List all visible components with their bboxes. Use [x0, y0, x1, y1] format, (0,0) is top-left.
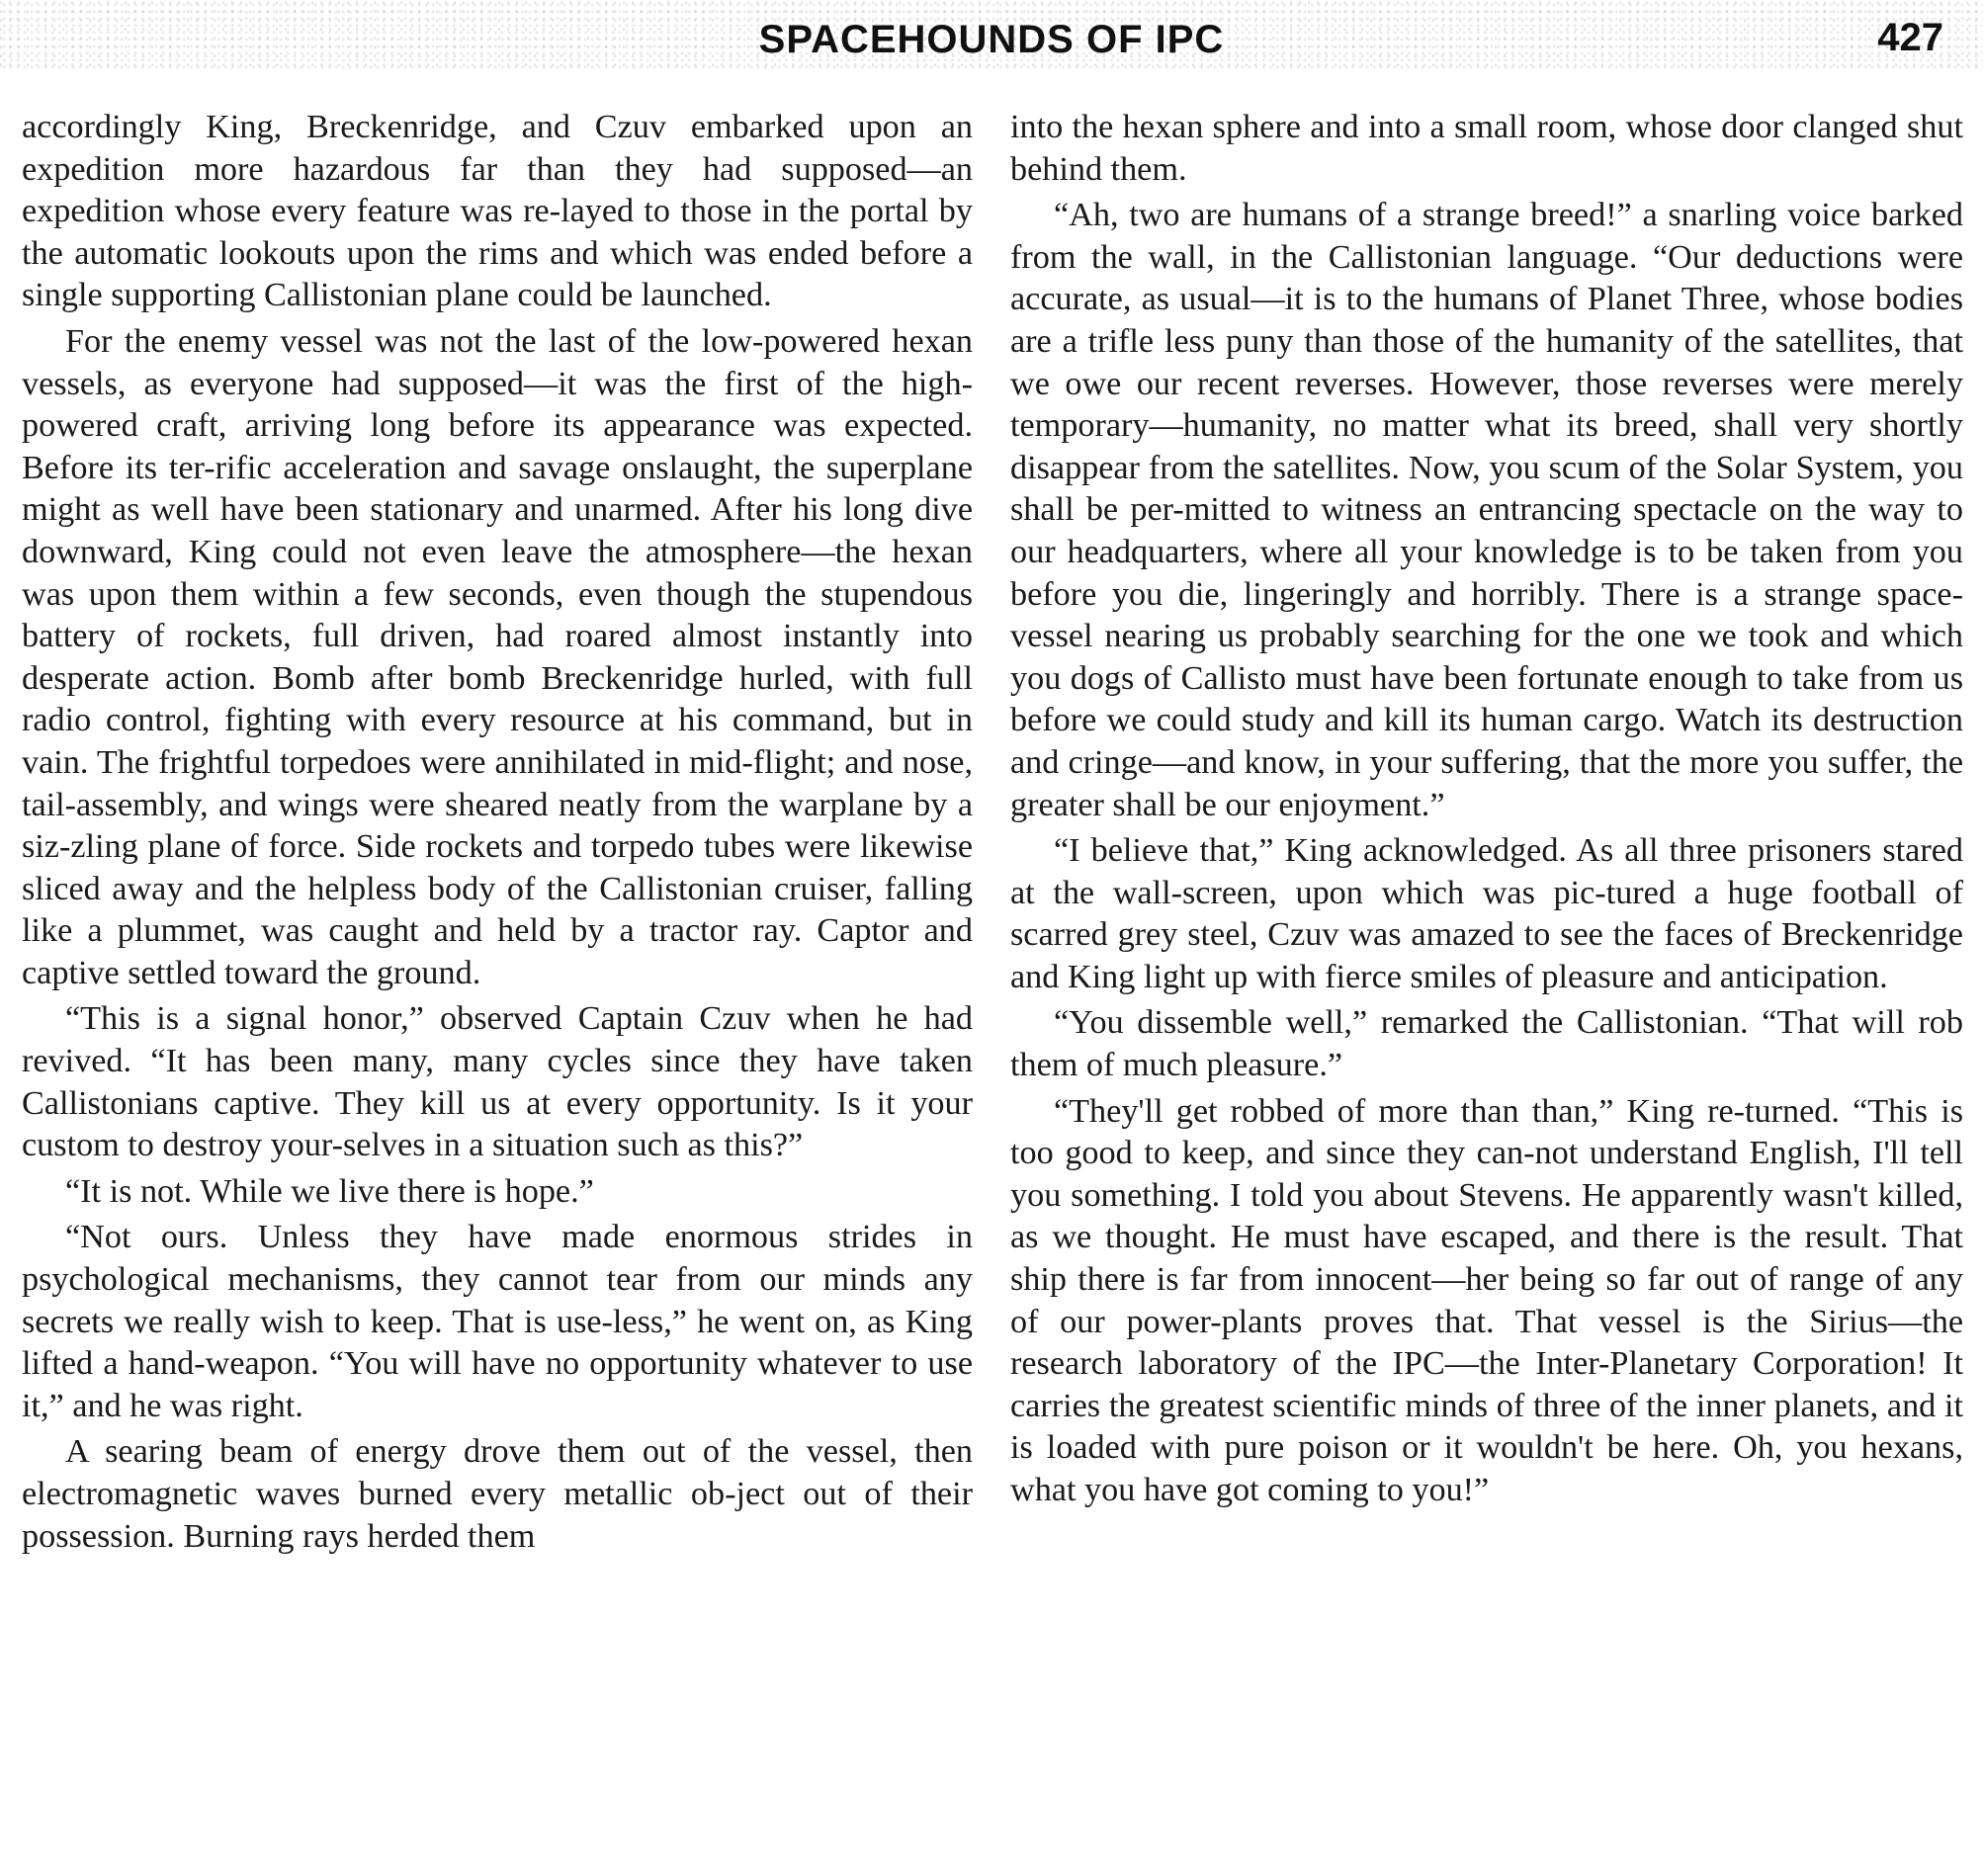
page-header [0, 0, 1983, 71]
paragraph: “Ah, two are humans of a strange breed!” a snarling voice barked from the wall, in the Callistonian language. “Our deductions were accurate, as usual—it is to the humans of Planet Three, whose bodies are a trifle less puny than those of the humanity of the satellites, that we owe our recent reverses. However, those reverses were merely temporary—humanity, no matter what its breed, shall very shortly disappear from the satellites. Now, you scum of the Solar System, you shall be per-mitted to witness an entrancing spectacle on the way to our headquarters, where all your knowledge is to be taken from you before you die, lingeringly and horribly. There is a strange space-vessel nearing us probably searching for the one we took and which you dogs of Callisto must have been fortunate enough to take from us before we could study and kill its human cargo. Watch its destruction and cringe—and know, in your suffering, that the more you suffer, the greater shall be our enjoyment.” [1010, 197, 1963, 823]
paragraph: “I believe that,” King acknowledged. As all three prisoners stared at the wall-screen, upon which was pic-tured a huge football of scarred grey steel, Czuv was amazed to see the faces of Breckenridge and King light up with fierce smiles of pleasure and anticipation. [1010, 832, 1963, 995]
paragraph: accordingly King, Breckenridge, and Czuv embarked upon an expedition more hazardous far than they had supposed—an expedition whose every feature was re-layed to those in the portal by the automatic lookouts upon the rims and which was ended before a single supporting Callistonian plane could be launched. [22, 109, 973, 314]
paragraph: “Not ours. Unless they have made enormous strides in psychological mechanisms, they cannot tear from our minds any secrets we really wish to keep. That is use-less,” he went on, as King lifted a hand-weapon. “You will have no opportunity whatever to use it,” and he was right. [22, 1219, 973, 1424]
paragraph: “This is a signal honor,” observed Captain Czuv when he had revived. “It has been many, many cycles since they have taken Callistonians captive. They kill us at every opportunity. Is it your custom to destroy your-selves in a situation such as this?” [22, 1000, 973, 1164]
paragraph: “You dissemble well,” remarked the Callistonian. “That will rob them of much pleasure.” [1010, 1004, 1963, 1084]
page-number: 427 [1877, 16, 1943, 59]
paragraph: “They'll get robbed of more than than,” King re-turned. “This is too good to keep, and since they can-not understand English, I'll tell you something. I told you about Stevens. He apparently wasn't killed, as we thought. He must have escaped, and there is the result. That ship there is far from innocent—her being so far out of range of any of our power-plants proves that. That vessel is the Sirius—the research laboratory of the IPC—the Inter-Planetary Corporation! It carries the greatest scientific minds of three of the inner planets, and it is loaded with pure poison or it wouldn't be here. Oh, you hexans, what you have got coming to you!” [1010, 1092, 1963, 1508]
right-column [1010, 107, 1963, 1512]
paragraph: A searing beam of energy drove them out of the vessel, then electromagnetic waves burned every metallic ob-ject out of their possession. Burning rays herded them [22, 1433, 973, 1555]
paragraph: “It is not. While we live there is hope.” [65, 1172, 594, 1210]
paragraph: For the enemy vessel was not the last of the low-powered hexan vessels, as everyone had supposed—it was the first of the high-powered craft, arriving long before its appearance was expected. Before its ter-rific acceleration and savage onslaught, the superplane might as well have been stationary and unarmed. After his long dive downward, King could not even leave the atmosphere—the hexan was upon them within a few seconds, even though the stupendous battery of rockets, full driven, had roared almost instantly into desperate action. Bomb after bomb Breckenridge hurled, with full radio control, fighting with every resource at his command, but in vain. The frightful torpedoes were annihilated in mid-flight; and nose, tail-assembly, and wings were sheared neatly from the warplane by a siz-zling plane of force. Side rockets and torpedo tubes were likewise sliced away and the helpless body of the Callistonian cruiser, falling like a plummet, was caught and held by a tractor ray. Captor and captive settled toward the ground. [22, 322, 973, 991]
left-column [22, 107, 973, 1558]
paragraph: into the hexan sphere and into a small room, whose door clanged shut behind them. [1010, 109, 1963, 188]
running-title: SPACEHOUNDS OF IPC [758, 18, 1225, 61]
